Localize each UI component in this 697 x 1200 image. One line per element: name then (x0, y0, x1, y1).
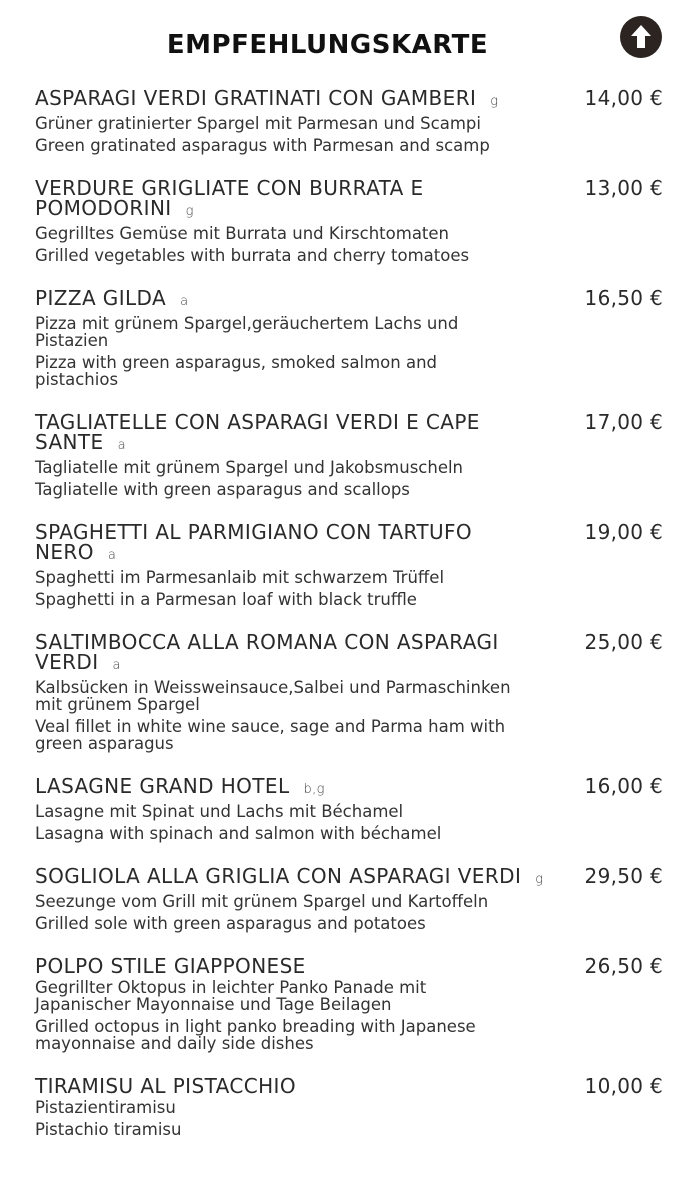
arrow-up-icon (620, 16, 662, 58)
item-price: 16,50 € (584, 286, 663, 310)
menu-item (35, 866, 663, 932)
item-description-de: Pistazientiramisu (35, 1098, 176, 1117)
item-allergen: a (117, 438, 126, 453)
menu-item (35, 178, 663, 264)
item-price: 25,00 € (584, 630, 663, 654)
item-description-en: Pistachio tiramisu (35, 1120, 182, 1139)
item-name (35, 522, 555, 566)
menu-item (35, 522, 663, 608)
item-name (35, 412, 555, 456)
scroll-to-top-button[interactable] (620, 16, 662, 58)
item-description-en: Veal fillet in white wine sauce, sage and Parma ham with green asparagus (35, 717, 506, 753)
item-name (35, 1076, 555, 1096)
item-allergen: g (490, 94, 499, 109)
item-price: 16,00 € (584, 774, 663, 798)
item-name (35, 632, 555, 676)
item-description-de: Gegrillter Oktopus in leichter Panko Panade mit Japanischer Mayonnaise und Tage Beilagen (35, 978, 427, 1014)
item-name (35, 866, 555, 890)
menu-item (35, 88, 663, 154)
item-name-text: PIZZA GILDA (35, 286, 167, 310)
menu-item (35, 412, 663, 498)
item-description-de: Pizza mit grünem Spargel,geräuchertem Lachs und Pistazien (35, 314, 459, 350)
item-description-de: Seezunge vom Grill mit grünem Spargel und Kartoffeln (35, 892, 489, 911)
item-price: 13,00 € (584, 176, 663, 200)
item-description-en: Tagliatelle with green asparagus and scallops (35, 480, 410, 499)
item-description-de: Grüner gratinierter Spargel mit Parmesan und Scampi (35, 114, 481, 133)
item-name (35, 956, 555, 976)
item-description-de: Spaghetti im Parmesanlaib mit schwarzem Trüffel (35, 568, 445, 587)
item-name-text: SALTIMBOCCA ALLA ROMANA CON ASPARAGI VERDI (35, 630, 499, 674)
item-allergen: g (535, 872, 544, 887)
item-description-de: Lasagne mit Spinat und Lachs mit Béchamel (35, 802, 404, 821)
item-price: 10,00 € (584, 1074, 663, 1098)
item-name (35, 88, 555, 112)
item-allergen: g (185, 204, 194, 219)
item-name-text: ASPARAGI VERDI GRATINATI CON GAMBERI (35, 86, 477, 110)
item-allergen: a (112, 658, 121, 673)
item-name-text: SOGLIOLA ALLA GRIGLIA CON ASPARAGI VERDI (35, 864, 522, 888)
item-description-de: Tagliatelle mit grünem Spargel und Jakobsmuscheln (35, 458, 464, 477)
item-price: 14,00 € (584, 86, 663, 110)
menu-list (35, 88, 663, 1162)
item-price: 26,50 € (584, 954, 663, 978)
item-price: 17,00 € (584, 410, 663, 434)
item-description-en: Grilled octopus in light panko breading with Japanese mayonnaise and daily side dishes (35, 1017, 476, 1053)
item-name (35, 178, 555, 222)
item-name-text: SPAGHETTI AL PARMIGIANO CON TARTUFO NERO (35, 520, 473, 564)
menu-item (35, 1076, 663, 1138)
item-price: 29,50 € (584, 864, 663, 888)
item-description-en: Spaghetti in a Parmesan loaf with black truffle (35, 590, 417, 609)
item-price: 19,00 € (584, 520, 663, 544)
item-name-text: LASAGNE GRAND HOTEL (35, 774, 290, 798)
item-description-en: Lasagna with spinach and salmon with béchamel (35, 824, 442, 843)
item-name-text: TAGLIATELLE CON ASPARAGI VERDI E CAPE SANTE (35, 410, 480, 454)
item-description-en: Grilled sole with green asparagus and potatoes (35, 914, 426, 933)
menu-item (35, 632, 663, 752)
item-description-en: Grilled vegetables with burrata and cherry tomatoes (35, 246, 470, 265)
item-allergen: a (107, 548, 117, 563)
item-description-de: Gegrilltes Gemüse mit Burrata und Kirschtomaten (35, 224, 450, 243)
item-description-en: Pizza with green asparagus, smoked salmon and pistachios (35, 353, 438, 389)
item-allergen: b,g (303, 782, 325, 797)
item-name (35, 288, 555, 312)
menu-item (35, 956, 663, 1052)
item-name-text: POLPO STILE GIAPPONESE (35, 954, 306, 978)
page-title: EMPFEHLUNGSKARTE (166, 30, 489, 60)
item-name (35, 776, 555, 800)
item-description-de: Kalbsücken in Weissweinsauce,Salbei und Parmaschinken mit grünem Spargel (35, 678, 511, 714)
item-name-text: TIRAMISU AL PISTACCHIO (35, 1074, 296, 1098)
item-name-text: VERDURE GRIGLIATE CON BURRATA E POMODORINI (35, 176, 424, 220)
menu-item (35, 288, 663, 388)
item-description-en: Green gratinated asparagus with Parmesan and scamp (35, 136, 490, 155)
item-allergen: a (180, 294, 189, 309)
menu-item (35, 776, 663, 842)
